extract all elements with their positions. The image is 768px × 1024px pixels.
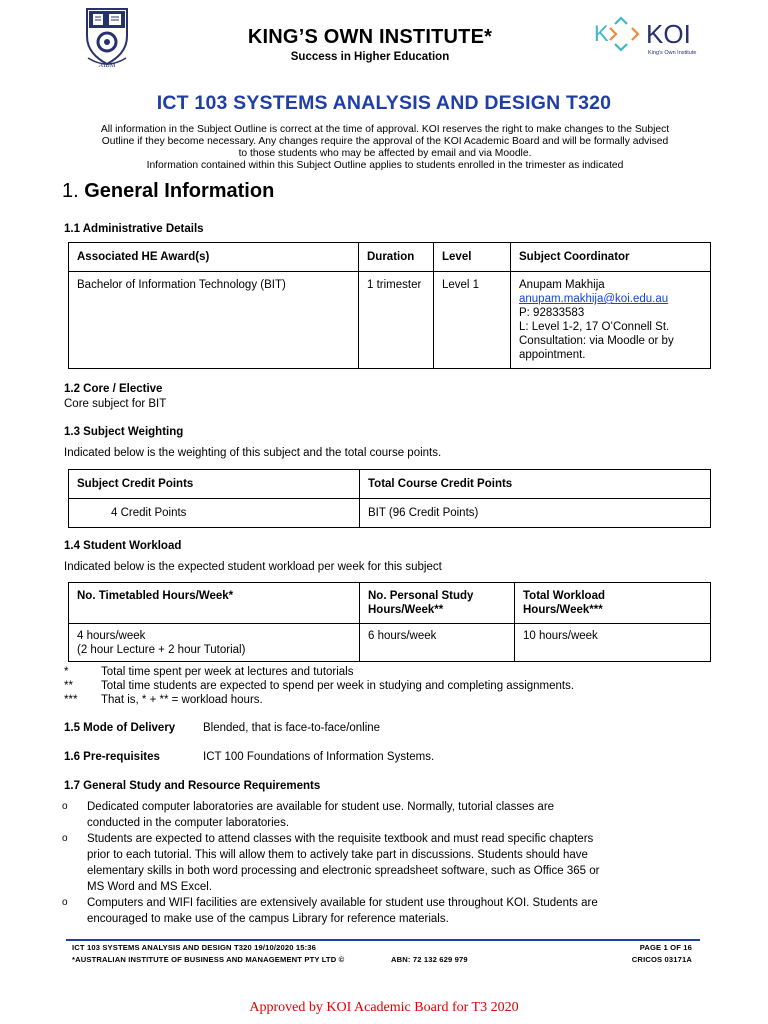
timetabled-hours-cell	[69, 624, 360, 662]
duration-cell: 1 trimester	[359, 272, 434, 369]
core-text: Core subject for BIT	[64, 398, 167, 410]
coordinator-location: L: Level 1-2, 17 O’Connell St.	[519, 321, 670, 333]
footer-cricos: CRICOS 03171A	[631, 955, 692, 964]
section-title: General Information	[84, 180, 275, 202]
table-header-row	[69, 583, 711, 624]
aibm-crest-logo	[82, 6, 132, 68]
coordinator-consultation: Consultation: via Moodle or by	[519, 335, 674, 347]
subject-credit-points-cell: 4 Credit Points	[69, 499, 360, 528]
list-item	[62, 895, 702, 927]
col-header-award: Associated HE Award(s)	[69, 243, 359, 272]
footnote-mark: *	[64, 666, 69, 678]
list-item	[62, 799, 702, 831]
personal-study-cell: 6 hours/week	[360, 624, 515, 662]
bullet-marker: o	[62, 833, 68, 844]
approval-stamp-text: Approved by KOI Academic Board for T3 2020	[249, 1000, 519, 1015]
koi-logo	[594, 10, 714, 60]
list-item-line: elementary skills in both word processing and electronic spreadsheet software, such as Office 365 or	[87, 865, 600, 877]
footer-page-number: PAGE 1 OF 16	[639, 943, 692, 952]
subject-weighting-table	[68, 469, 711, 528]
logo-k-letter: K	[594, 21, 609, 46]
footer-document-info: ICT 103 SYSTEMS ANALYSIS AND DESIGN T320 19/10/2020 15:36	[72, 943, 317, 952]
weighting-intro: Indicated below is the weighting of this subject and the total course points.	[64, 447, 442, 459]
table-row	[69, 499, 711, 528]
heading-subject-weighting: 1.3 Subject Weighting	[64, 426, 184, 438]
col-header-coordinator: Subject Coordinator	[511, 243, 711, 272]
footnote-text: That is, * + ** = workload hours.	[101, 694, 263, 706]
section-number: 1.	[62, 180, 79, 202]
list-item-line: prior to each tutorial. This will allow them to actively take part in discussions. Students should have	[87, 849, 588, 861]
footnote-mark: ***	[64, 694, 78, 706]
institute-name: KING’S OWN INSTITUTE*	[247, 26, 493, 48]
footnote	[64, 665, 574, 679]
table-row	[69, 624, 711, 662]
col-header-total-workload-line: Hours/Week***	[523, 604, 603, 616]
total-course-credit-points-cell: BIT (96 Credit Points)	[360, 499, 711, 528]
col-header-personal-study-line: No. Personal Study	[368, 590, 474, 602]
list-item-line: Students are expected to attend classes with the requisite textbook and must read specific chapters	[87, 833, 594, 845]
list-item-line: Dedicated computer laboratories are available for student use. Normally, tutorial classes are	[87, 801, 555, 813]
footnote	[64, 693, 574, 707]
coordinator-name: Anupam Makhija	[519, 279, 605, 291]
mode-of-delivery-text: Blended, that is face-to-face/online	[203, 722, 381, 734]
col-header-personal-study-line: Hours/Week**	[368, 604, 444, 616]
col-header-duration: Duration	[359, 243, 434, 272]
timetabled-hours-value: 4 hours/week	[77, 630, 146, 642]
heading-mode-of-delivery: 1.5 Mode of Delivery	[64, 722, 176, 734]
col-header-personal-study	[360, 583, 515, 624]
col-header-level: Level	[434, 243, 511, 272]
list-item-line: Computers and WIFI facilities are extensively available for student use throughout KOI. Students are	[87, 897, 598, 909]
footer-divider	[66, 939, 700, 941]
footnote-text: Total time spent per week at lectures and tutorials	[101, 666, 354, 678]
heading-general-study-resource-requirements: 1.7 General Study and Resource Requirements	[64, 780, 321, 792]
disclaimer-line: to those students who may be affected by email and via Moodle.	[238, 148, 532, 159]
list-item-line: encouraged to make use of the campus Library for reference materials.	[87, 913, 449, 925]
disclaimer-line: All information in the Subject Outline is correct at the time of approval. KOI reserves the right to make changes to the Subject	[100, 124, 670, 135]
table-header-row	[69, 470, 711, 499]
col-header-total-workload-line: Total Workload	[523, 590, 605, 602]
logo-wordmark: KOI	[646, 19, 691, 49]
student-workload-table	[68, 582, 711, 662]
workload-footnotes	[64, 665, 574, 707]
coordinator-email-link[interactable]: anupam.makhija@koi.edu.au	[519, 293, 669, 305]
section-heading-general-information	[62, 180, 274, 203]
list-item-line: MS Word and MS Excel.	[87, 881, 213, 893]
subject-title: ICT 103 SYSTEMS ANALYSIS AND DESIGN T320	[156, 92, 612, 114]
list-item-line: conducted in the computer laboratories.	[87, 817, 290, 829]
footnote	[64, 679, 574, 693]
coordinator-phone: P: 92833583	[519, 307, 585, 319]
col-header-subject-credit-points: Subject Credit Points	[69, 470, 360, 499]
col-header-total-workload	[515, 583, 711, 624]
footer-abn: ABN: 72 132 629 979	[391, 955, 468, 964]
disclaimer	[60, 124, 710, 172]
coordinator-consultation: appointment.	[519, 349, 586, 361]
requirements-list	[62, 799, 702, 927]
heading-pre-requisites: 1.6 Pre-requisites	[64, 751, 160, 763]
crest-text: AIBM	[98, 62, 116, 68]
heading-administrative-details: 1.1 Administrative Details	[64, 223, 204, 235]
bullet-marker: o	[62, 801, 68, 812]
logo-subtext: King's Own Institute	[648, 50, 697, 56]
total-workload-cell: 10 hours/week	[515, 624, 711, 662]
institute-tagline: Success in Higher Education	[290, 51, 450, 63]
disclaimer-line: Outline if they become necessary. Any changes require the approval of the KOI Academic Board and will be formally advised	[101, 136, 669, 147]
footer-company: *AUSTRALIAN INSTITUTE OF BUSINESS AND MANAGEMENT PTY LTD ©	[72, 955, 345, 964]
table-row	[69, 272, 711, 369]
level-cell: Level 1	[434, 272, 511, 369]
heading-student-workload: 1.4 Student Workload	[64, 540, 182, 552]
col-header-total-course-credit-points: Total Course Credit Points	[360, 470, 711, 499]
coordinator-cell	[511, 272, 711, 369]
list-item	[62, 831, 702, 895]
footnote-text: Total time students are expected to spend per week in studying and completing assignments.	[101, 680, 575, 692]
disclaimer-line: Information contained within this Subject Outline applies to students enrolled in the trimester as indicated	[146, 160, 624, 171]
bullet-marker: o	[62, 897, 68, 908]
award-cell: Bachelor of Information Technology (BIT)	[69, 272, 359, 369]
workload-intro: Indicated below is the expected student workload per week for this subject	[64, 561, 442, 573]
col-header-timetabled-hours: No. Timetabled Hours/Week*	[69, 583, 360, 624]
administrative-details-table	[68, 242, 711, 369]
footnote-mark: **	[64, 680, 73, 692]
pre-requisites-text: ICT 100 Foundations of Information Systems.	[203, 751, 435, 763]
heading-core-elective: 1.2 Core / Elective	[64, 383, 163, 395]
table-header-row	[69, 243, 711, 272]
timetabled-hours-breakdown: (2 hour Lecture + 2 hour Tutorial)	[77, 644, 246, 656]
